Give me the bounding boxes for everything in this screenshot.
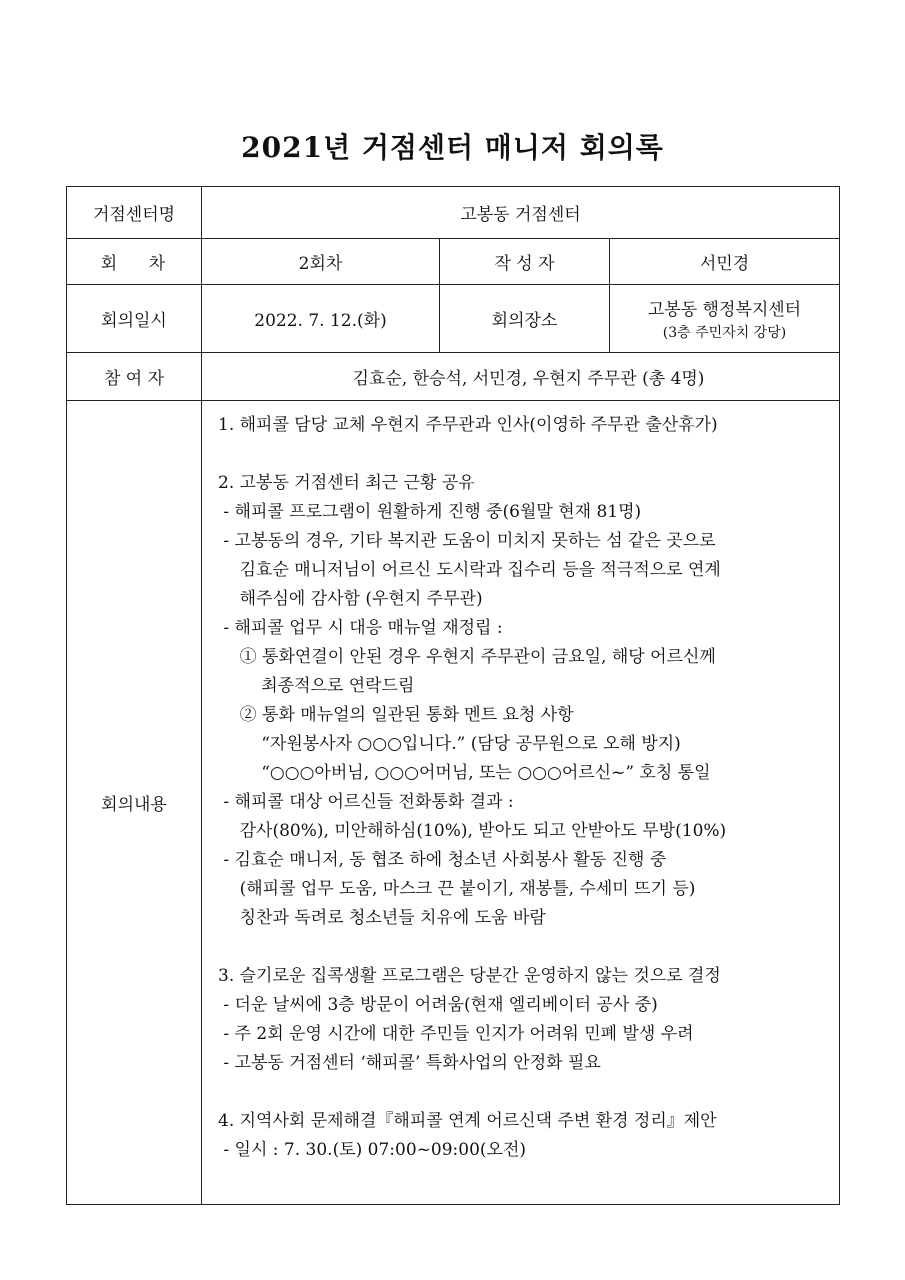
content-line: - 주 2회 운영 시간에 대한 주민들 인지가 어려워 민폐 발생 우려 — [218, 1024, 694, 1044]
place-sub: (3층 주민자치 강당) — [662, 325, 787, 341]
content-line: - 더운 날씨에 3층 방문이 어려움(현재 엘리베이터 공사 중) — [218, 995, 658, 1015]
content-gap — [218, 440, 831, 469]
content-line: 2. 고봉동 거점센터 최근 근황 공유 — [218, 473, 475, 493]
attendees-label: 참 여 자 — [67, 353, 202, 401]
content-line: ② 통화 매뉴얼의 일관된 통화 멘트 요청 사항 — [218, 705, 574, 725]
content-line: - 김효순 매니저, 동 협조 하에 청소년 사회봉사 활동 진행 중 — [218, 850, 667, 870]
minutes-table — [66, 186, 840, 1205]
content-gap — [218, 933, 831, 962]
content-line: 최종적으로 연락드림 — [218, 676, 415, 696]
date-label: 회의일시 — [67, 285, 202, 353]
content-line: “자원봉사자 ○○○입니다.” (담당 공무원으로 오해 방지) — [218, 734, 681, 754]
place-value: 고봉동 행정복지센터 — [647, 300, 802, 320]
date-row — [67, 285, 840, 353]
document-title: 2021년 거점센터 매니저 회의록 — [241, 131, 664, 164]
content-line: 4. 지역사회 문제해결『해피콜 연계 어르신댁 주변 환경 정리』제안 — [218, 1111, 717, 1131]
writer-value: 서민경 — [610, 239, 840, 285]
content-line: 해주심에 감사함 (우현지 주무관) — [218, 589, 483, 609]
content-line: - 일시 : 7. 30.(토) 07:00~09:00(오전) — [218, 1140, 527, 1160]
attendees-row — [67, 353, 840, 401]
center-row — [67, 187, 840, 239]
place-label: 회의장소 — [440, 285, 610, 353]
content-line: (해피콜 업무 도움, 마스크 끈 붙이기, 재봉틀, 수세미 뜨기 등) — [218, 879, 696, 899]
content-line: 김효순 매니저님이 어르신 도시락과 집수리 등을 적극적으로 연계 — [218, 560, 721, 580]
content-line: - 해피콜 프로그램이 원활하게 진행 중(6월말 현재 81명) — [218, 502, 642, 522]
content-line: - 해피콜 업무 시 대응 매뉴얼 재정립 : — [218, 618, 503, 638]
round-value: 2회차 — [202, 239, 440, 285]
writer-label: 작 성 자 — [440, 239, 610, 285]
content-line: 1. 해피콜 담당 교체 우현지 주무관과 인사(이영하 주무관 출산휴가) — [218, 415, 718, 435]
content-line: ① 통화연결이 안된 경우 우현지 주무관이 금요일, 해당 어르신께 — [218, 647, 716, 667]
center-label: 거점센터명 — [67, 187, 202, 239]
content-line: - 고봉동 거점센터 ‘해피콜’ 특화사업의 안정화 필요 — [218, 1053, 601, 1073]
content-line: 감사(80%), 미안해하심(10%), 받아도 되고 안받아도 무방(10%) — [218, 821, 727, 841]
content-row — [67, 401, 840, 1205]
date-value: 2022. 7. 12.(화) — [202, 285, 440, 353]
round-label — [67, 239, 202, 285]
content-line: “○○○아버님, ○○○어머님, 또는 ○○○어르신~” 호칭 통일 — [218, 763, 711, 783]
content-line: - 고봉동의 경우, 기타 복지관 도움이 미치지 못하는 섬 같은 곳으로 — [218, 531, 716, 551]
content-line: 칭찬과 독려로 청소년들 치유에 도움 바람 — [218, 908, 546, 928]
attendees-value: 김효순, 한승석, 서민경, 우현지 주무관 (총 4명) — [202, 353, 840, 401]
place-cell — [610, 285, 840, 353]
content-line: 3. 슬기로운 집콕생활 프로그램은 당분간 운영하지 않는 것으로 결정 — [218, 966, 721, 986]
content-gap — [218, 1078, 831, 1107]
center-value: 고봉동 거점센터 — [202, 187, 840, 239]
content-line: - 해피콜 대상 어르신들 전화통화 결과 : — [218, 792, 514, 812]
round-label-text: 회 차 — [100, 254, 168, 274]
content-label: 회의내용 — [67, 401, 202, 1205]
content-body — [202, 401, 840, 1205]
round-row — [67, 239, 840, 285]
